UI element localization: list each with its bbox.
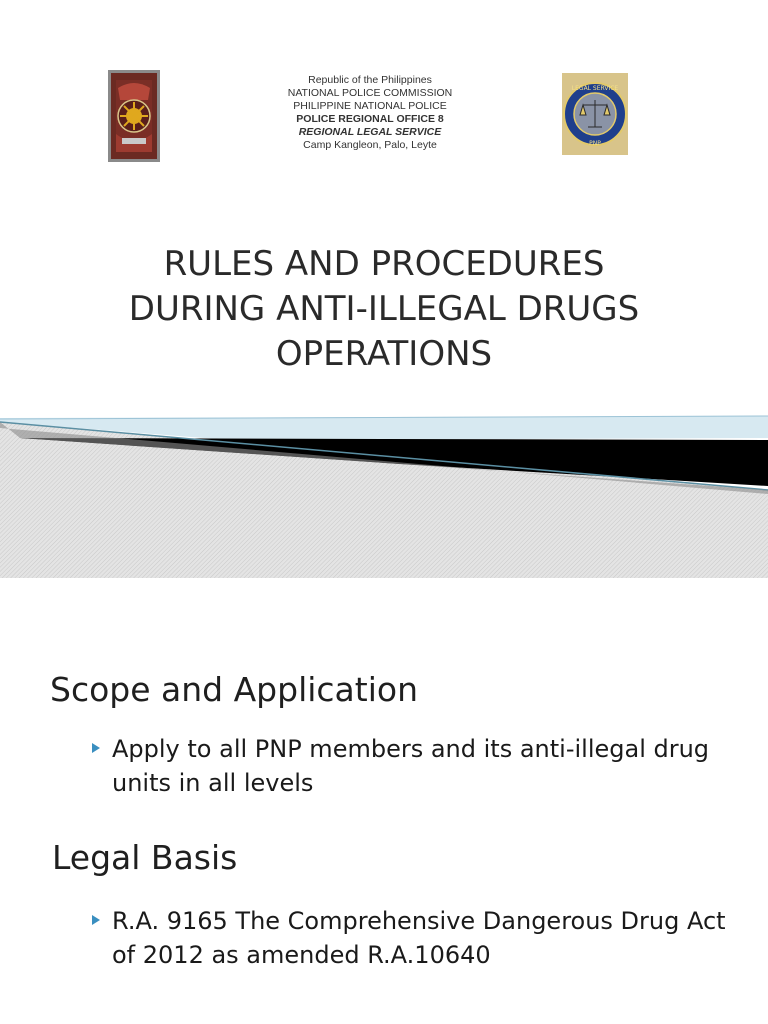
title-line-1: RULES AND PROCEDURES — [163, 244, 605, 284]
header-regional-office: POLICE REGIONAL OFFICE 8 — [296, 113, 444, 125]
header-camp: Camp Kangleon, Palo, Leyte — [303, 139, 437, 151]
scope-heading: Scope and Application — [50, 670, 418, 709]
bullet-arrow-icon — [92, 915, 100, 925]
header-republic: Republic of the Philippines — [308, 74, 432, 86]
legal-basis-heading: Legal Basis — [52, 838, 238, 877]
header-napolcom: NATIONAL POLICE COMMISSION — [287, 87, 453, 99]
decorative-band — [0, 410, 768, 578]
header-pnp: PHILIPPINE NATIONAL POLICE — [293, 100, 447, 112]
slide-title — [40, 242, 728, 377]
legal-service-pnp-logo — [562, 73, 628, 155]
header-block — [230, 74, 510, 152]
scope-bullet-text: Apply to all PNP members and its anti-illegal drug units in all levels — [112, 735, 710, 797]
legal-basis-bullet-text: R.A. 9165 The Comprehensive Dangerous Drug Act of 2012 as amended R.A.10640 — [112, 907, 726, 969]
bullet-arrow-icon — [92, 743, 100, 753]
logo-ring-text-top: LEGAL SERVICE — [571, 85, 619, 92]
title-line-3: OPERATIONS — [275, 334, 493, 374]
header-legal-service: REGIONAL LEGAL SERVICE — [298, 126, 442, 138]
pnp-seal-logo — [108, 70, 160, 162]
logo-ring-text-bottom: PNP — [589, 140, 601, 147]
legal-basis-bullet — [112, 904, 732, 972]
scope-bullet — [112, 732, 712, 800]
title-line-2: DURING ANTI-ILLEGAL DRUGS — [128, 289, 640, 329]
